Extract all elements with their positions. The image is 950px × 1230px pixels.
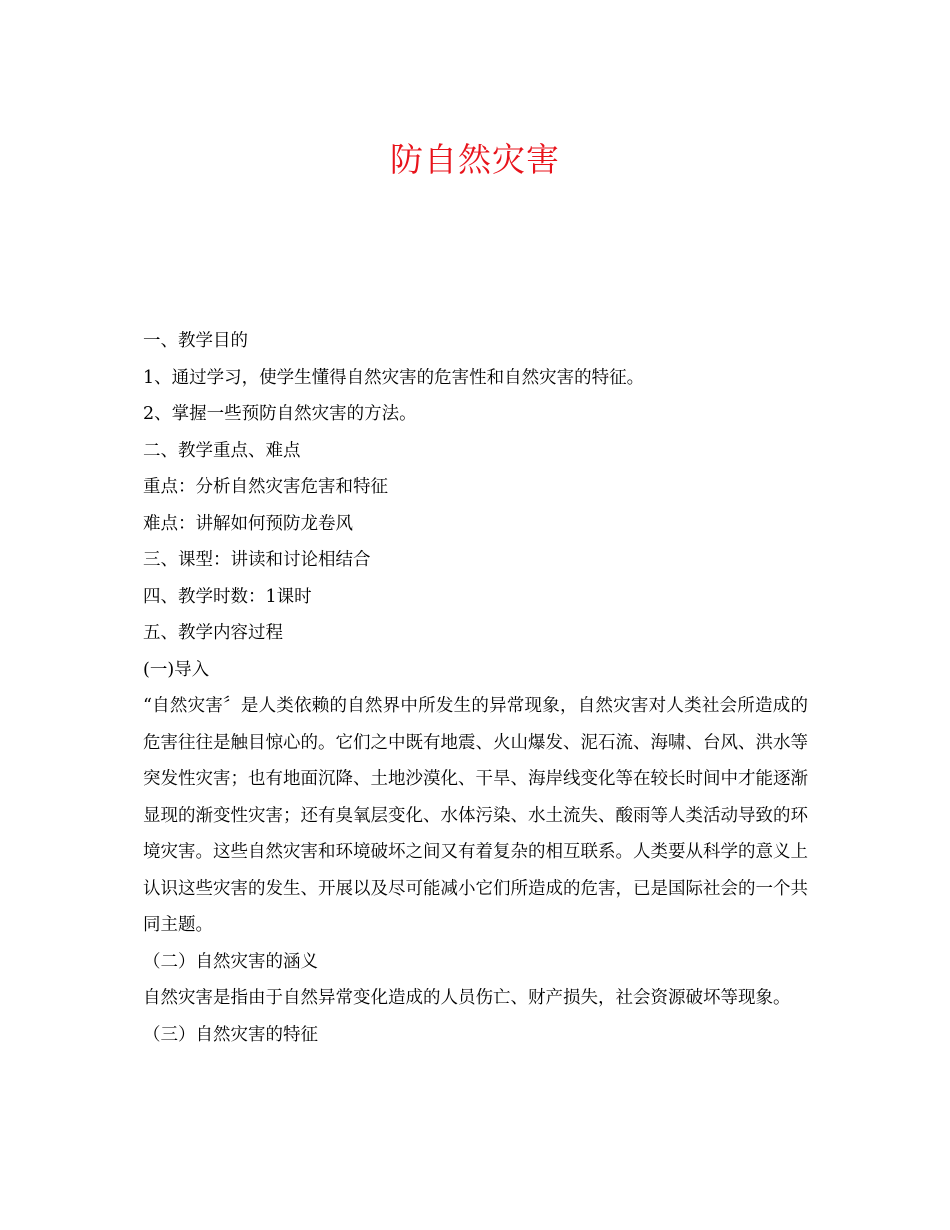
document-body [143, 323, 808, 1053]
key-point: 重点：分析自然灾害危害和特征 [143, 477, 388, 497]
heading-teaching-objectives: 一、教学目的 [143, 331, 248, 351]
objective-item-2: 2、掌握一些预防自然灾害的方法。 [143, 404, 417, 424]
objective-item-1: 1、通过学习，使学生懂得自然灾害的危害性和自然灾害的特征。 [143, 367, 645, 388]
heading-introduction: (一)导入 [143, 659, 210, 680]
definition-paragraph: 自然灾害是指由于自然异常变化造成的人员伤亡、财产损失，社会资源破坏等现象。 [143, 988, 791, 1008]
heading-teaching-process: 五、教学内容过程 [143, 623, 283, 643]
introduction-paragraph: “自然灾害〞是人类依赖的自然界中所发生的异常现象，自然灾害对人类社会所造成的危害往往是触目惊心的。它们之中既有地震、火山爆发、泥石流、海啸、台风、洪水等突发性灾害；也有地面沉降、土地沙漠化、干旱、海岸线变化等在较长时间中才能逐渐显现的渐变性灾害；还有臭氧层变化、水体污染、水土流失、酸雨等人类活动导致的环境灾害。这些自然灾害和环境破坏之间又有着复杂的相互联系。人类要从科学的意义上认识这些灾害的发生、开展以及尽可能减小它们所造成的危害，已是国际社会的一个共同主题。 [143, 696, 808, 935]
heading-definition: （二）自然灾害的涵义 [143, 951, 318, 972]
heading-characteristics: （三）自然灾害的特征 [143, 1024, 318, 1045]
teaching-hours: 四、教学时数：1课时 [143, 586, 312, 607]
lesson-type: 三、课型：讲读和讨论相结合 [143, 550, 371, 570]
document-title: 防自然灾害 [390, 140, 560, 179]
heading-key-points: 二、教学重点、难点 [143, 440, 301, 461]
difficult-point: 难点：讲解如何预防龙卷风 [143, 513, 353, 534]
